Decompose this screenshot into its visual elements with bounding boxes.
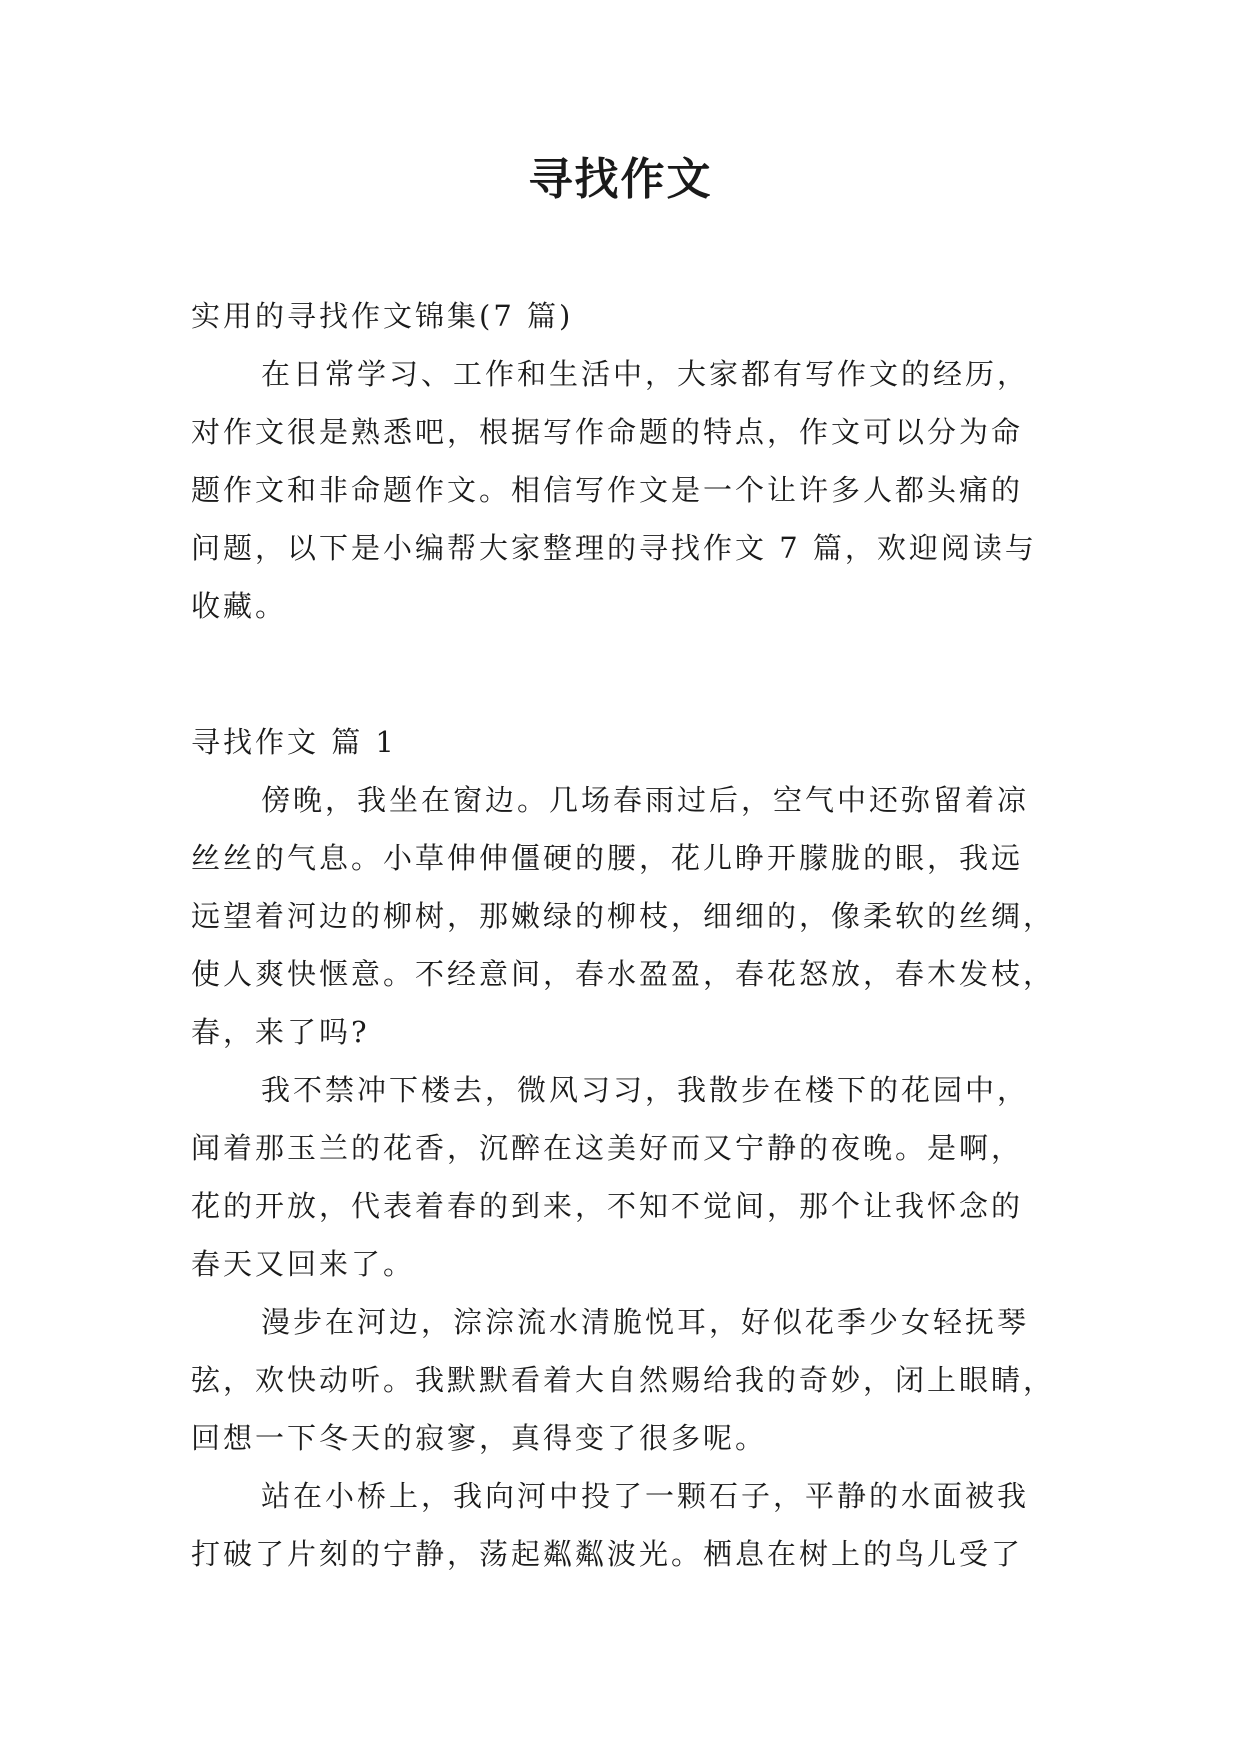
- text-line: 在日常学习、工作和生活中，大家都有写作文的经历，: [261, 357, 1030, 391]
- text-line: 春，来了吗?: [191, 1015, 370, 1049]
- text-line: 问题，以下是小编帮大家整理的寻找作文 7 篇，欢迎阅读与: [191, 531, 1037, 565]
- text-line: 打破了片刻的宁静，荡起粼粼波光。栖息在树上的鸟儿受了: [191, 1537, 1024, 1571]
- intro-paragraph: [191, 345, 1066, 635]
- text-line: 我不禁冲下楼去，微风习习，我散步在楼下的花园中，: [261, 1073, 1030, 1107]
- text-line: 丝丝的气息。小草伸伸僵硬的腰，花儿睁开朦胧的眼，我远: [191, 841, 1024, 875]
- text-line: 使人爽快惬意。不经意间，春水盈盈，春花怒放，春木发枝，: [191, 957, 1056, 991]
- collection-title: 实用的寻找作文锦集(7 篇): [191, 299, 574, 333]
- text-line: 弦，欢快动听。我默默看着大自然赐给我的奇妙，闭上眼睛，: [191, 1363, 1056, 1397]
- text-line: 闻着那玉兰的花香，沉醉在这美好而又宁静的夜晚。是啊，: [191, 1131, 1024, 1165]
- section-heading: 寻找作文 篇 1: [191, 725, 397, 759]
- document-body: [191, 287, 1066, 1583]
- text-line: 傍晚，我坐在窗边。几场春雨过后，空气中还弥留着凉: [261, 783, 1030, 817]
- text-line: 漫步在河边，淙淙流水清脆悦耳，好似花季少女轻抚琴: [261, 1305, 1030, 1339]
- paragraph-3: [191, 1293, 1066, 1467]
- document-title: 寻找作文: [528, 154, 713, 205]
- text-line: 站在小桥上，我向河中投了一颗石子，平静的水面被我: [261, 1479, 1030, 1513]
- section-spacer: [191, 635, 1066, 713]
- text-line: 春天又回来了。: [191, 1247, 416, 1281]
- paragraph-1: [191, 771, 1066, 1061]
- paragraph-4: [191, 1467, 1066, 1583]
- text-line: 对作文很是熟悉吧，根据写作命题的特点，作文可以分为命: [191, 415, 1024, 449]
- text-line: 收藏。: [191, 589, 288, 623]
- text-line: 题作文和非命题作文。相信写作文是一个让许多人都头痛的: [191, 473, 1024, 507]
- paragraph-2: [191, 1061, 1066, 1293]
- text-line: 回想一下冬天的寂寥，真得变了很多呢。: [191, 1421, 768, 1455]
- text-line: 花的开放，代表着春的到来，不知不觉间，那个让我怀念的: [191, 1189, 1024, 1223]
- text-line: 远望着河边的柳树，那嫩绿的柳枝，细细的，像柔软的丝绸，: [191, 899, 1056, 933]
